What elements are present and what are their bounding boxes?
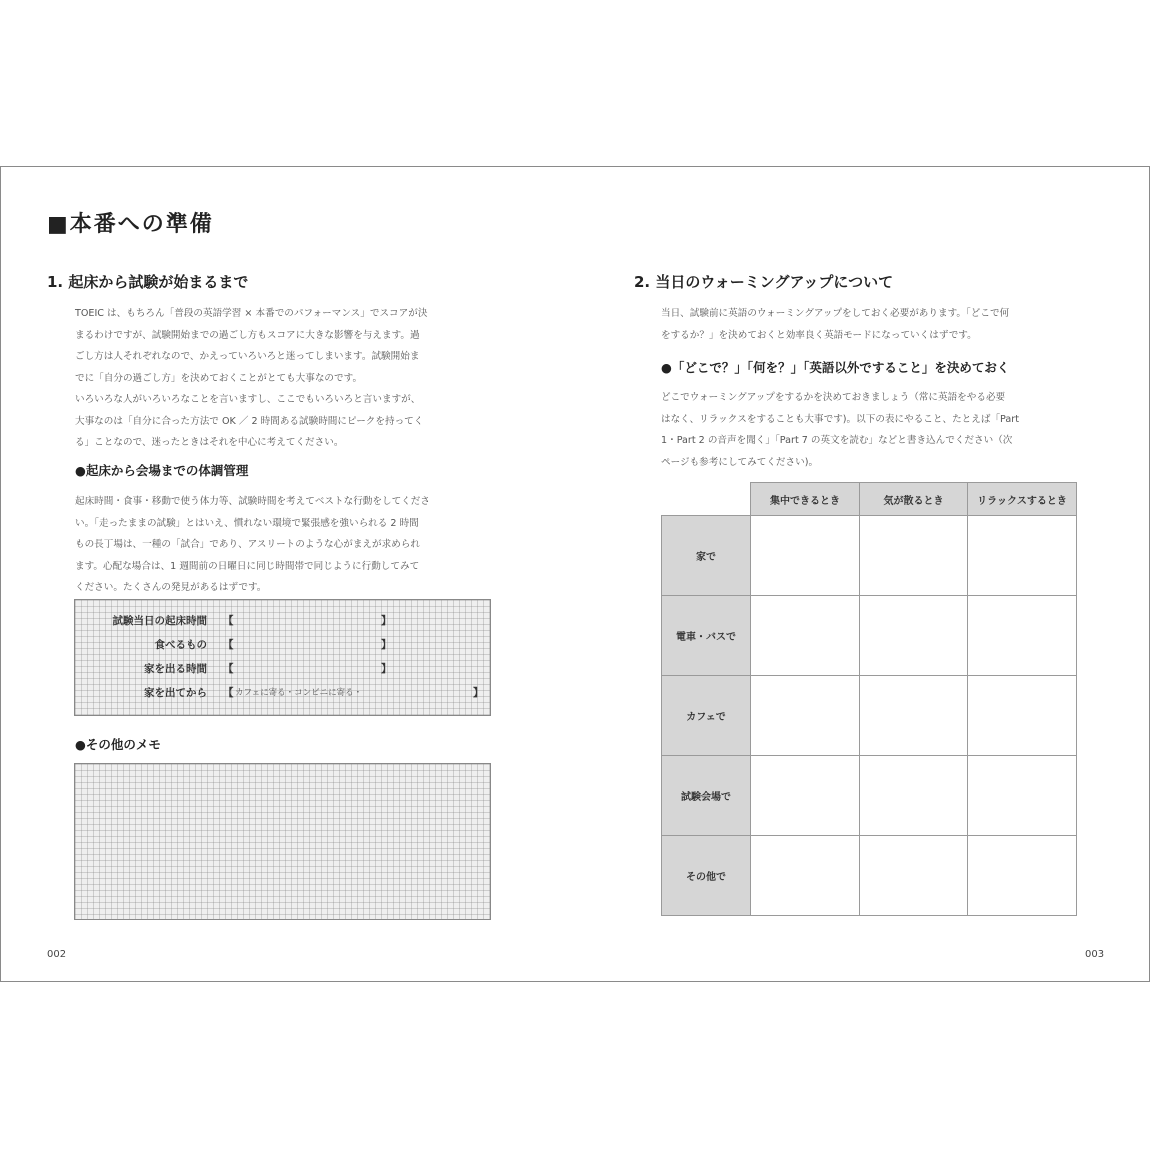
- text-line: どこでウォーミングアップをするかを決めておきましょう（常に英語をやる必要: [661, 392, 1006, 403]
- warmup-plan-table: [661, 482, 1077, 916]
- page-number-right: 003: [1085, 949, 1105, 960]
- page-number-left: 002: [47, 949, 67, 960]
- text-line: まるわけですが、試験開始までの過ごし方もスコアに大きな影響を与えます。過: [75, 329, 420, 341]
- schedule-form-box: [74, 599, 491, 716]
- right-subtitle: ●「どこで？」「何を？」「英語以外ですること」を決めておく: [661, 360, 1010, 375]
- text-line: 大事なのは「自分に合った方法で OK ／ 2 時間ある試験時間にピークを持ってく: [75, 415, 424, 427]
- text-line: もの長丁場は、一種の「試合」であり、アスリートのような心がまえが求められ: [75, 539, 420, 550]
- form-row-leave-time: [75, 661, 491, 683]
- table-row: [662, 516, 1077, 596]
- row-header-test-venue: 試験会場で: [662, 756, 751, 836]
- column-header-focus: 集中できるとき: [751, 483, 860, 516]
- table-cell: [751, 676, 860, 756]
- text-line: 1・Part 2 の音声を聞く」「Part 7 の英文を読む」などと書き込んでください（次: [661, 435, 1013, 446]
- table-row: [662, 596, 1077, 676]
- text-line: い。「走ったままの試験」とはいえ、慣れない環境で緊張感を強いられる 2 時間: [75, 517, 419, 529]
- text-line: ごし方は人それぞれなので、かえっていろいろと迷ってしまいます。試験開始ま: [75, 351, 420, 362]
- memo-grid-box: [74, 763, 491, 920]
- row-header-home: 家で: [662, 516, 751, 596]
- form-label: 食べるもの: [154, 639, 207, 651]
- text-line: TOEIC は、もちろん「普段の英語学習 × 本番でのパフォーマンス」でスコアが決: [75, 308, 428, 319]
- table-cell: [968, 516, 1077, 596]
- column-header-distracted: 気が散るとき: [860, 483, 968, 516]
- form-bracket-close: 】: [381, 663, 392, 675]
- right-section-title: 2. 当日のウォーミングアップについて: [634, 273, 894, 291]
- left-paragraph-1: [75, 303, 495, 389]
- table-cell: [751, 836, 860, 916]
- book-spread: [0, 166, 1150, 982]
- form-bracket-close: 】: [381, 615, 392, 627]
- form-bracket-close: 】: [473, 687, 484, 699]
- text-line: ます。心配な場合は、1 週間前の日曜日に同じ時間帯で同じように行動してみて: [75, 560, 420, 572]
- text-line: る」ことなので、迷ったときはそれを中心に考えてください。: [75, 437, 344, 448]
- table-cell: [860, 836, 968, 916]
- table-row: [662, 836, 1077, 916]
- text-line: いろいろな人がいろいろなことを言いますし、ここでもいろいろと言いますが、: [75, 394, 421, 405]
- form-hint: カフェに寄る・コンビニに寄る・: [235, 688, 363, 698]
- table-row: [662, 756, 1077, 836]
- row-header-other: その他で: [662, 836, 751, 916]
- form-bracket-open: 【: [223, 639, 234, 651]
- left-paragraph-2: [75, 389, 495, 454]
- form-bracket-open: 【: [223, 663, 234, 675]
- table-cell: [968, 836, 1077, 916]
- form-bracket-open: 【: [223, 615, 234, 627]
- table-cell: [968, 596, 1077, 676]
- row-header-train-bus: 電車・バスで: [662, 596, 751, 676]
- text-line: はなく、リラックスをすることも大事です)。以下の表にやること、たとえば「Part: [661, 413, 1019, 425]
- table-cell: [860, 676, 968, 756]
- table-row: [662, 676, 1077, 756]
- table-cell: [860, 516, 968, 596]
- left-subtitle-memo: ●その他のメモ: [75, 737, 161, 752]
- left-section-title: 1. 起床から試験が始まるまで: [47, 273, 249, 291]
- row-header-cafe: カフェで: [662, 676, 751, 756]
- table-cell: [860, 596, 968, 676]
- left-paragraph-3: [75, 491, 495, 599]
- text-line: でに「自分の過ごし方」を決めておくことがとても大事なのです。: [75, 372, 363, 384]
- right-paragraph-2: [661, 387, 1081, 473]
- text-line: ください。たくさんの発見があるはずです。: [75, 582, 267, 593]
- table-corner: [662, 483, 751, 516]
- form-label: 家を出てから: [144, 687, 207, 699]
- form-label: 試験当日の起床時間: [112, 615, 207, 627]
- form-row-after-leaving: [75, 685, 491, 707]
- form-label: 家を出る時間: [144, 663, 207, 675]
- form-row-wake-time: [75, 613, 491, 635]
- table-cell: [751, 596, 860, 676]
- left-subtitle-health: ●起床から会場までの体調管理: [75, 463, 249, 478]
- table-cell: [860, 756, 968, 836]
- form-bracket-close: 】: [381, 639, 392, 651]
- table-cell: [751, 756, 860, 836]
- form-row-food: [75, 637, 491, 659]
- text-line: 起床時間・食事・移動で使う体力等、試験時間を考えてベストな行動をしてくださ: [75, 496, 430, 507]
- text-line: をするか？」を決めておくと効率良く英語モードになっていくはずです。: [661, 329, 977, 341]
- column-header-relax: リラックスするとき: [968, 483, 1077, 516]
- text-line: 当日、試験前に英語のウォーミングアップをしておく必要があります。「どこで何: [661, 308, 1010, 319]
- table-cell: [968, 676, 1077, 756]
- text-line: ページも参考にしてみてください)。: [661, 456, 819, 468]
- table-cell: [751, 516, 860, 596]
- main-title: ■本番への準備: [47, 212, 214, 237]
- table-cell: [968, 756, 1077, 836]
- form-bracket-open: 【: [223, 687, 234, 699]
- right-paragraph-1: [661, 303, 1081, 346]
